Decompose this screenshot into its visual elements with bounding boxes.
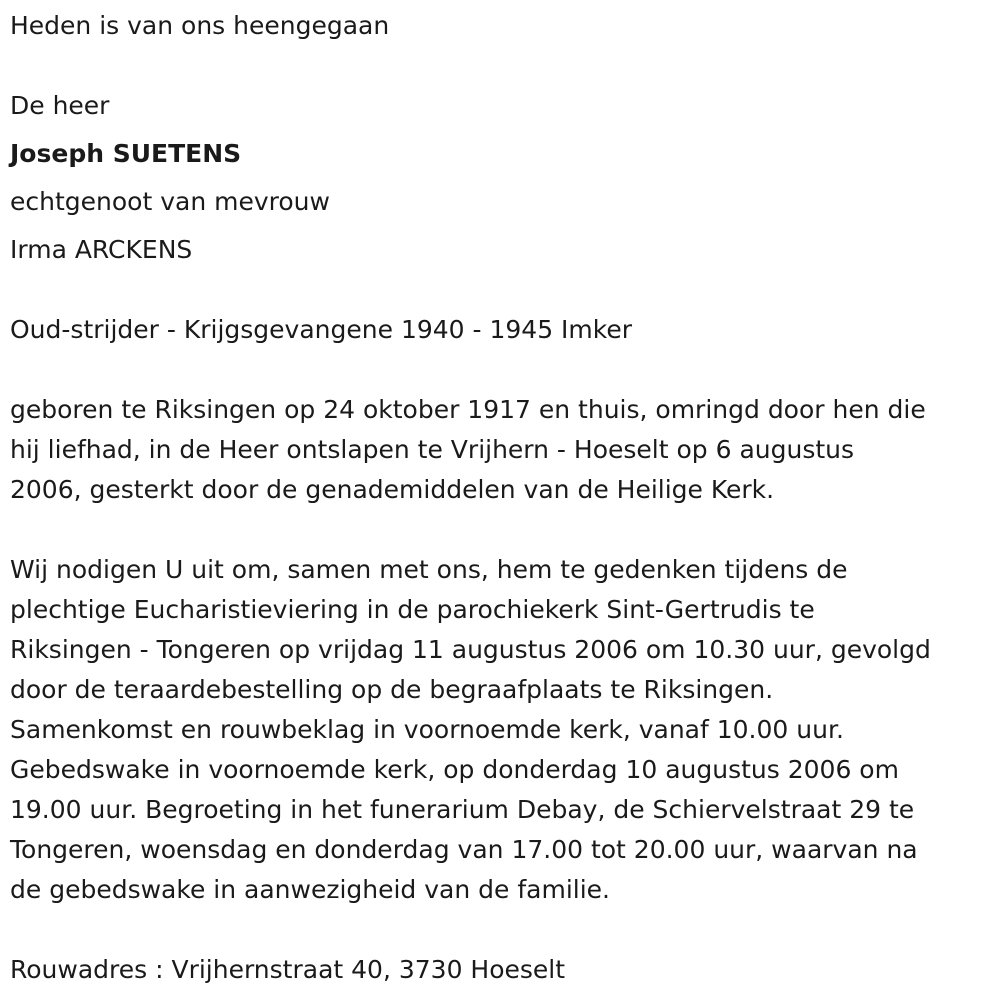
paragraph-line: de gebedswake in aanwezigheid van de familie.	[10, 875, 610, 904]
paragraph-line: Samenkomst en rouwbeklag in voornoemde kerk, vanaf 10.00 uur.	[10, 715, 844, 744]
invitation-paragraph	[10, 550, 931, 910]
paragraph-line: plechtige Eucharistieviering in de parochiekerk Sint-Gertrudis te	[10, 595, 815, 624]
paragraph-line: geboren te Riksingen op 24 oktober 1917 en thuis, omringd door hen die	[10, 395, 926, 424]
paragraph-line: Wij nodigen U uit om, samen met ons, hem te gedenken tijdens de	[10, 555, 848, 584]
salutation: De heer	[10, 91, 110, 120]
paragraph-line: hij liefhad, in de Heer ontslapen te Vrijhern - Hoeselt op 6 augustus	[10, 435, 855, 464]
paragraph-line: Gebedswake in voornoemde kerk, op donderdag 10 augustus 2006 om	[10, 755, 899, 784]
paragraph-line: Riksingen - Tongeren op vrijdag 11 augustus 2006 om 10.30 uur, gevolgd	[10, 635, 931, 664]
birth-death-paragraph	[10, 390, 926, 510]
intro-text: Heden is van ons heengegaan	[10, 11, 390, 40]
spouse-relation: echtgenoot van mevrouw	[10, 187, 330, 216]
mourning-address: Rouwadres : Vrijhernstraat 40, 3730 Hoeselt	[10, 955, 566, 984]
deceased-name: Joseph SUETENS	[10, 139, 242, 168]
spouse-name: Irma ARCKENS	[10, 235, 193, 264]
paragraph-line: 19.00 uur. Begroeting in het funerarium Debay, de Schiervelstraat 29 te	[10, 795, 915, 824]
paragraph-line: Tongeren, woensdag en donderdag van 17.00 tot 20.00 uur, waarvan na	[10, 835, 918, 864]
titles-line: Oud-strijder - Krijgsgevangene 1940 - 1945 Imker	[10, 315, 633, 344]
paragraph-line: 2006, gesterkt door de genademiddelen van de Heilige Kerk.	[10, 475, 775, 504]
paragraph-line: door de teraardebestelling op de begraafplaats te Riksingen.	[10, 675, 774, 704]
